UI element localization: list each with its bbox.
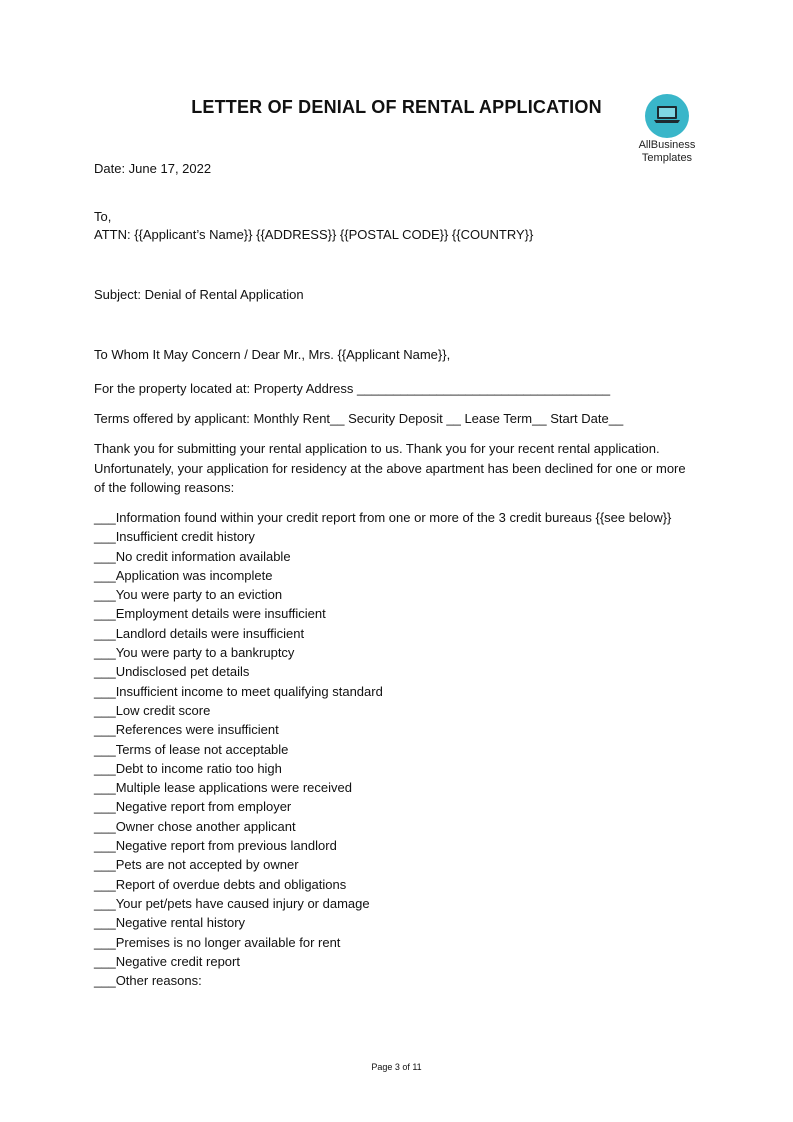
reason-item: ___Report of overdue debts and obligations xyxy=(94,876,347,892)
reason-item: ___Your pet/pets have caused injury or damage xyxy=(94,895,370,911)
reason-item: ___Negative report from previous landlord xyxy=(94,838,337,854)
reason-item: ___Negative credit report xyxy=(94,953,240,969)
logo-text-line2: Templates xyxy=(641,152,693,164)
intro-paragraph: Thank you for submitting your rental application to us. Thank you for your recent rental application. Unfortunately, your application for residency at the above apartment has been declined for one or more of the following reasons: xyxy=(94,441,686,495)
laptop-icon xyxy=(654,105,680,125)
brand-logo xyxy=(632,94,702,164)
letter-date: Date: June 17, 2022 xyxy=(94,161,212,176)
reason-item: ___Negative rental history xyxy=(94,915,246,931)
reason-item: ___No credit information available xyxy=(94,548,291,564)
reason-item: ___Insufficient income to meet qualifying standard xyxy=(94,683,383,699)
logo-badge xyxy=(645,94,689,138)
reason-item: ___Information found within your credit report from one or more of the 3 credit bureaus {{see below}} xyxy=(94,510,672,525)
reason-item: ___Application was incomplete xyxy=(94,567,273,583)
reason-item: ___Premises is no longer available for rent xyxy=(94,934,341,950)
reason-item: ___Debt to income ratio too high xyxy=(94,760,282,776)
reason-item: ___Other reasons: xyxy=(94,973,202,989)
terms-offered-line: Terms offered by applicant: Monthly Rent__ Security Deposit __ Lease Term__ Start Date__ xyxy=(94,411,624,426)
recipient-attn: ATTN: {{Applicant’s Name}} {{ADDRESS}} {{POSTAL CODE}} {{COUNTRY}} xyxy=(94,227,534,242)
reason-item: ___You were party to a bankruptcy xyxy=(94,645,295,661)
reason-item: ___Multiple lease applications were received xyxy=(94,780,352,796)
recipient-to: To, xyxy=(94,209,112,224)
reason-item: ___Employment details were insufficient xyxy=(94,606,326,622)
property-address-line: For the property located at: Property Address ___________________________________ xyxy=(94,381,611,396)
reason-item: ___Undisclosed pet details xyxy=(94,664,250,680)
reason-item: ___Owner chose another applicant xyxy=(94,818,296,834)
reason-item: ___Terms of lease not acceptable xyxy=(94,741,289,757)
reason-item: ___References were insufficient xyxy=(94,722,279,738)
logo-text-line1: AllBusiness xyxy=(638,139,696,151)
reason-item: ___Pets are not accepted by owner xyxy=(94,857,299,873)
reason-item: ___Landlord details were insufficient xyxy=(94,625,305,641)
letter-salutation: To Whom It May Concern / Dear Mr., Mrs. {{Applicant Name}}, xyxy=(94,347,451,362)
page-title: LETTER OF DENIAL OF RENTAL APPLICATION xyxy=(191,97,602,117)
reason-item: ___Negative report from employer xyxy=(94,799,292,815)
letter-subject: Subject: Denial of Rental Application xyxy=(94,287,304,302)
reason-item: ___You were party to an eviction xyxy=(94,587,283,603)
reason-item: ___Low credit score xyxy=(94,702,211,718)
denial-reasons-list xyxy=(94,508,699,990)
page-number: Page 3 of 11 xyxy=(371,1062,422,1072)
reason-item: ___Insufficient credit history xyxy=(94,529,255,545)
